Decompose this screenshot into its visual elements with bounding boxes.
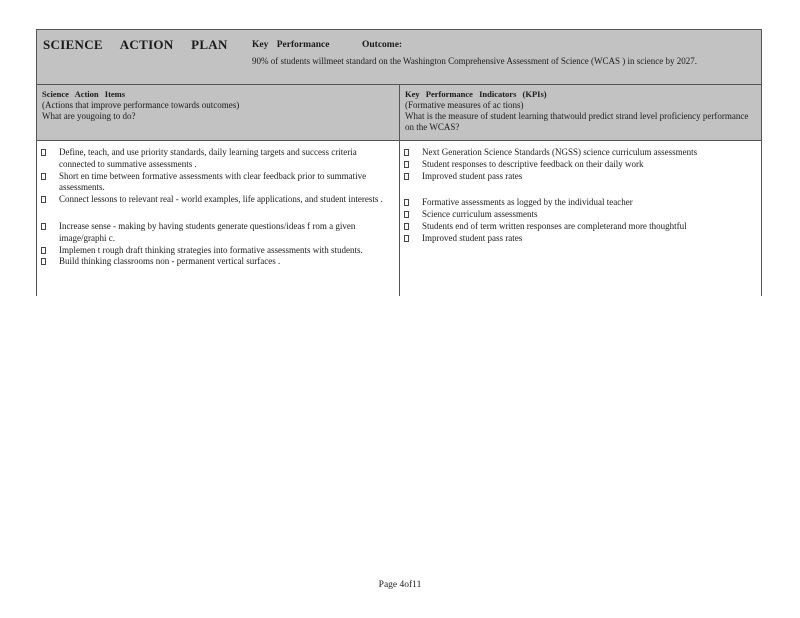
plan-header — [36, 29, 762, 85]
list-item-text: Connect lessons to relevant real - world examples, life applications, and student interests . — [59, 194, 383, 205]
bullet-box-icon — [41, 247, 46, 254]
action-items-question: What are yougoing to do? — [42, 111, 136, 121]
list-item — [41, 171, 391, 195]
list-item-text: Build thinking classrooms non - permanent vertical surfaces . — [59, 256, 281, 267]
bullet-group — [404, 147, 753, 182]
kpi-header — [400, 85, 761, 140]
kpi-title: Key Performance Indicators (KPIs) — [405, 89, 547, 99]
list-item — [404, 221, 753, 233]
list-item-text: Improved student pass rates — [422, 232, 523, 243]
list-item-text: Student responses to descriptive feedback on their daily work — [422, 158, 644, 169]
bullet-box-icon — [41, 223, 46, 230]
list-item — [41, 194, 391, 206]
outcome-label: Outcome: — [362, 40, 403, 50]
bullet-box-icon — [404, 149, 409, 156]
list-item — [404, 209, 753, 221]
list-item — [404, 159, 753, 171]
page-title: SCIENCE ACTION PLAN — [43, 37, 228, 52]
list-item — [41, 245, 391, 257]
action-items-subtitle: (Actions that improve performance towards outcomes) — [42, 100, 240, 110]
bullet-box-icon — [404, 211, 409, 218]
key-performance-label: Key Performance — [252, 40, 330, 50]
list-item-text: Formative assessments as logged by the individual teacher — [422, 197, 633, 208]
action-plan-document — [36, 29, 762, 296]
list-item-text: Implemen t rough draft thinking strategies into formative assessments with students. — [59, 244, 363, 255]
list-item — [41, 256, 391, 268]
list-item — [404, 197, 753, 209]
bullet-box-icon — [404, 199, 409, 206]
list-item — [404, 233, 753, 245]
list-item-text: Short en time between formative assessments with clear feedback prior to summative assessments. — [59, 170, 367, 193]
kpi-list — [400, 141, 761, 296]
kpi-subtitle: (Formative measures of ac tions) — [405, 100, 524, 110]
bullet-box-icon — [404, 173, 409, 180]
bullet-group — [41, 221, 391, 268]
outcome-text: 90% of students willmeet standard on the Washington Comprehensive Assessment of Science (WCAS ) in science by 2027. — [252, 56, 698, 66]
bullet-box-icon — [41, 149, 46, 156]
list-item — [41, 221, 391, 245]
list-item-text: Improved student pass rates — [422, 170, 523, 181]
column-headers — [36, 85, 762, 141]
list-item — [404, 147, 753, 159]
list-item — [404, 171, 753, 183]
list-item — [41, 147, 391, 171]
bullet-group — [41, 147, 391, 206]
list-item-text: Define, teach, and use priority standards, daily learning targets and success criteria connected to summative assessments . — [59, 147, 357, 169]
bullet-box-icon — [404, 161, 409, 168]
action-items-title: Science Action Items — [42, 89, 126, 99]
plan-body — [36, 141, 762, 296]
bullet-box-icon — [41, 196, 46, 203]
page-number: Page 4of11 — [378, 580, 422, 590]
bullet-box-icon — [404, 223, 409, 230]
bullet-group — [404, 197, 753, 244]
list-item-text: Next Generation Science Standards (NGSS) science curriculum assessments — [422, 147, 698, 157]
list-item-text: Students end of term written responses are completerand more thoughtful — [422, 220, 687, 231]
kpi-question: What is the measure of student learning thatwould predict strand level proficiency performance on the WCAS? — [405, 111, 749, 132]
bullet-box-icon — [404, 235, 409, 242]
action-items-list — [37, 141, 400, 296]
bullet-box-icon — [41, 173, 46, 180]
action-items-header — [37, 85, 400, 140]
list-item-text: Science curriculum assessments — [422, 209, 538, 220]
bullet-box-icon — [41, 258, 46, 265]
list-item-text: Increase sense - making by having students generate questions/ideas f rom a given image/graphi c. — [59, 220, 356, 243]
